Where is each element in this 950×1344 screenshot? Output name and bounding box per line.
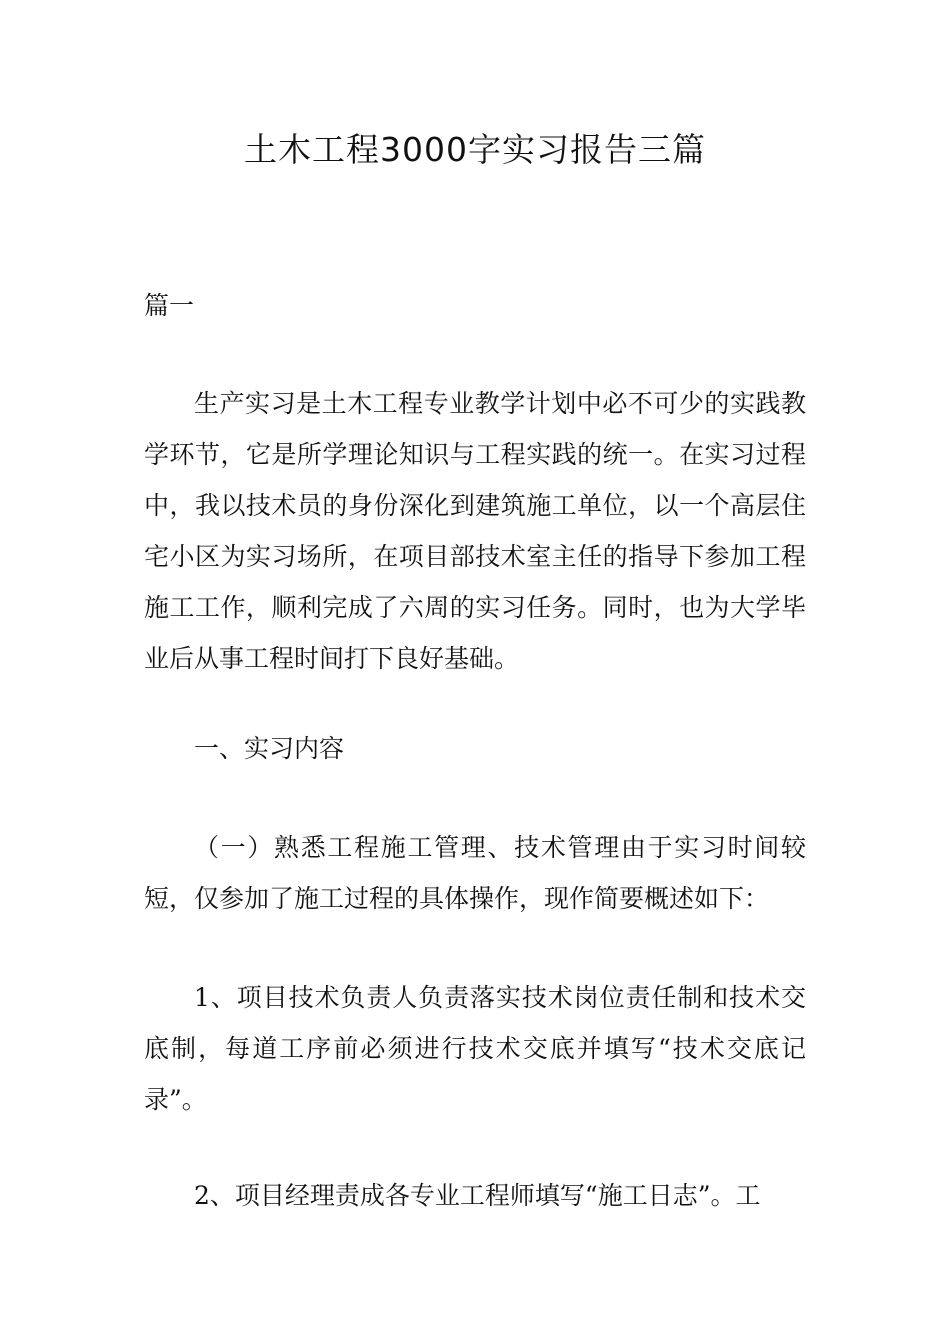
paragraph-item-1: 1、项目技术负责人负责落实技术岗位责任制和技术交底制，每道工序前必须进行技术交底并填写“技术交底记录”。 <box>144 983 806 1114</box>
paragraph-intro: 生产实习是土木工程专业教学计划中必不可少的实践教学环节，它是所学理论知识与工程实践的统一。在实习过程中，我以技术员的身份深化到建筑施工单位，以一个高层住宅小区为实习场所，在项目部技术室主任的指导下参加工程施工工作，顺利完成了六周的实习任务。同时，也为大学毕业后从事工程时间打下良好基础。 <box>144 389 806 673</box>
paragraph-item-2: 2、项目经理责成各专业工程师填写“施工日志”。工 <box>194 1181 761 1210</box>
heading-internship-content: 一、实习内容 <box>194 734 345 763</box>
paragraph-section-one: （一）熟悉工程施工管理、技术管理由于实习时间较短，仅参加了施工过程的具体操作，现作简要概述如下： <box>144 833 806 913</box>
document-title: 土木工程3000字实习报告三篇 <box>244 130 706 169</box>
section-label: 篇一 <box>144 291 195 320</box>
